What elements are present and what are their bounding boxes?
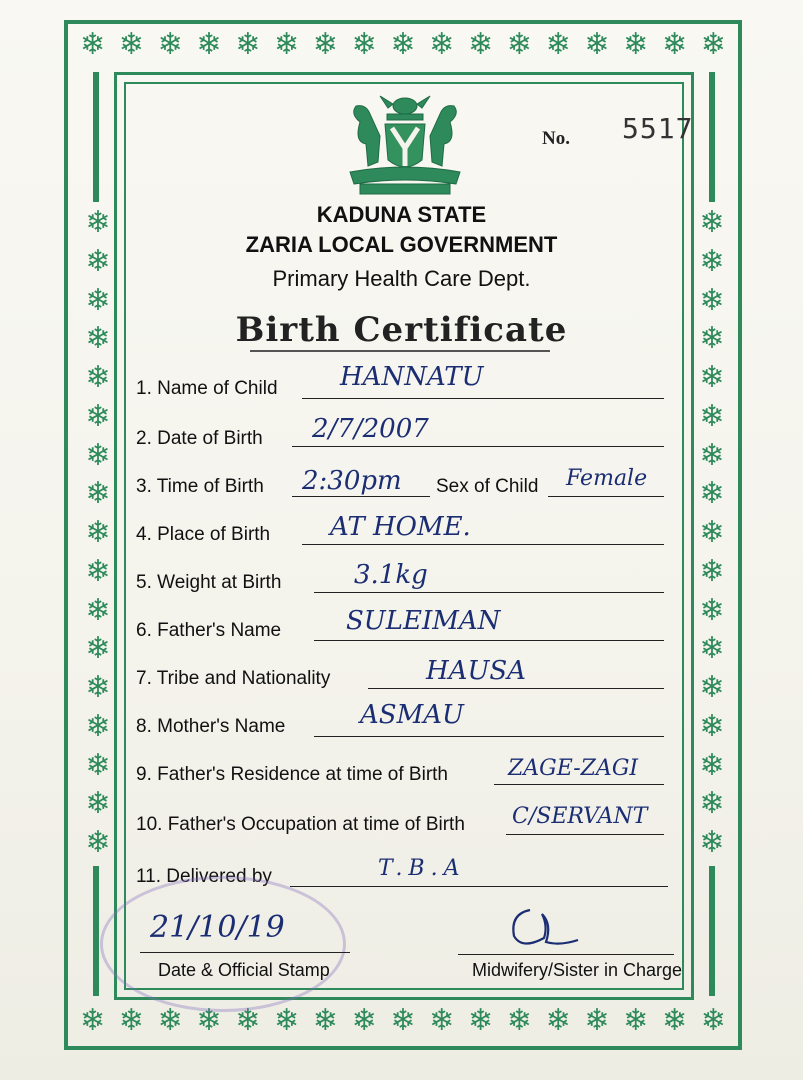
field-label-occupation: 10. Father's Occupation at time of Birth: [136, 814, 465, 835]
serial-label: No.: [542, 128, 570, 149]
midwife-signature-icon: [500, 900, 590, 952]
stamp-date-value: 21/10/19: [150, 910, 285, 945]
coat-of-arms-icon: [340, 92, 470, 198]
field-label-sex: Sex of Child: [436, 476, 539, 497]
field-label-mother: 8. Mother's Name: [136, 716, 286, 737]
value-tribe: HAUSA: [426, 656, 526, 686]
field-label-residence: 9. Father's Residence at time of Birth: [136, 764, 448, 785]
value-weight: 3.1kg: [354, 560, 428, 590]
value-mother-name: ASMAU: [360, 700, 464, 730]
title-underline: [250, 350, 550, 352]
field-label-tob: 3. Time of Birth: [136, 476, 264, 497]
value-place: AT HOME.: [330, 512, 471, 542]
bottom-ornament-row: ❄ ❄ ❄ ❄ ❄ ❄ ❄ ❄ ❄ ❄ ❄ ❄ ❄ ❄ ❄ ❄ ❄: [80, 1003, 726, 1038]
field-label-father: 6. Father's Name: [136, 620, 282, 641]
certificate-title: Birth Certificate: [235, 310, 568, 350]
department-heading: Primary Health Care Dept.: [272, 266, 531, 291]
date-stamp-label: Date & Official Stamp: [158, 960, 330, 980]
left-ornament-column: ❄ ❄ ❄ ❄ ❄ ❄ ❄ ❄ ❄ ❄ ❄ ❄ ❄ ❄ ❄ ❄ ❄: [85, 205, 111, 860]
field-line-tribe: [368, 688, 664, 689]
field-line-place: [302, 544, 664, 545]
field-line-mother: [314, 736, 664, 737]
field-line-delivered: [290, 886, 668, 887]
value-residence: ZAGE-ZAGI: [508, 756, 639, 781]
value-occupation: C/SERVANT: [512, 804, 648, 829]
midwife-signature-line: [458, 954, 674, 955]
field-line-residence: [494, 784, 664, 785]
value-delivered-by: T.B.A: [378, 856, 466, 881]
serial-number: 5517: [622, 112, 694, 145]
right-ornament-column: ❄ ❄ ❄ ❄ ❄ ❄ ❄ ❄ ❄ ❄ ❄ ❄ ❄ ❄ ❄ ❄ ❄: [699, 205, 725, 860]
field-line-name: [302, 398, 664, 399]
field-label-weight: 5. Weight at Birth: [136, 572, 282, 593]
field-line-occupation: [506, 834, 664, 835]
lga-heading: ZARIA LOCAL GOVERNMENT: [245, 232, 558, 257]
right-bar-top: [709, 72, 715, 202]
date-signature-line: [140, 952, 350, 953]
value-tob: 2:30pm: [302, 466, 402, 496]
value-child-name: HANNATU: [340, 362, 484, 392]
value-father-name: SULEIMAN: [346, 606, 501, 636]
field-label-dob: 2. Date of Birth: [136, 428, 263, 449]
value-sex: Female: [566, 466, 648, 491]
left-bar-top: [93, 72, 99, 202]
field-line-weight: [314, 592, 664, 593]
field-line-father: [314, 640, 664, 641]
field-label-place: 4. Place of Birth: [136, 524, 271, 545]
left-bar-bottom: [93, 866, 99, 996]
midwife-label: Midwifery/Sister in Charge: [472, 960, 683, 980]
field-line-tob: [292, 496, 430, 497]
top-ornament-row: ❄ ❄ ❄ ❄ ❄ ❄ ❄ ❄ ❄ ❄ ❄ ❄ ❄ ❄ ❄ ❄ ❄: [80, 27, 726, 62]
field-line-dob: [292, 446, 664, 447]
field-line-sex: [548, 496, 664, 497]
right-bar-bottom: [709, 866, 715, 996]
state-heading: KADUNA STATE: [316, 202, 487, 227]
field-label-tribe: 7. Tribe and Nationality: [136, 668, 331, 689]
value-dob: 2/7/2007: [312, 414, 429, 444]
field-label-delivered: 11. Delivered by: [136, 866, 272, 887]
field-label-name: 1. Name of Child: [136, 378, 278, 399]
